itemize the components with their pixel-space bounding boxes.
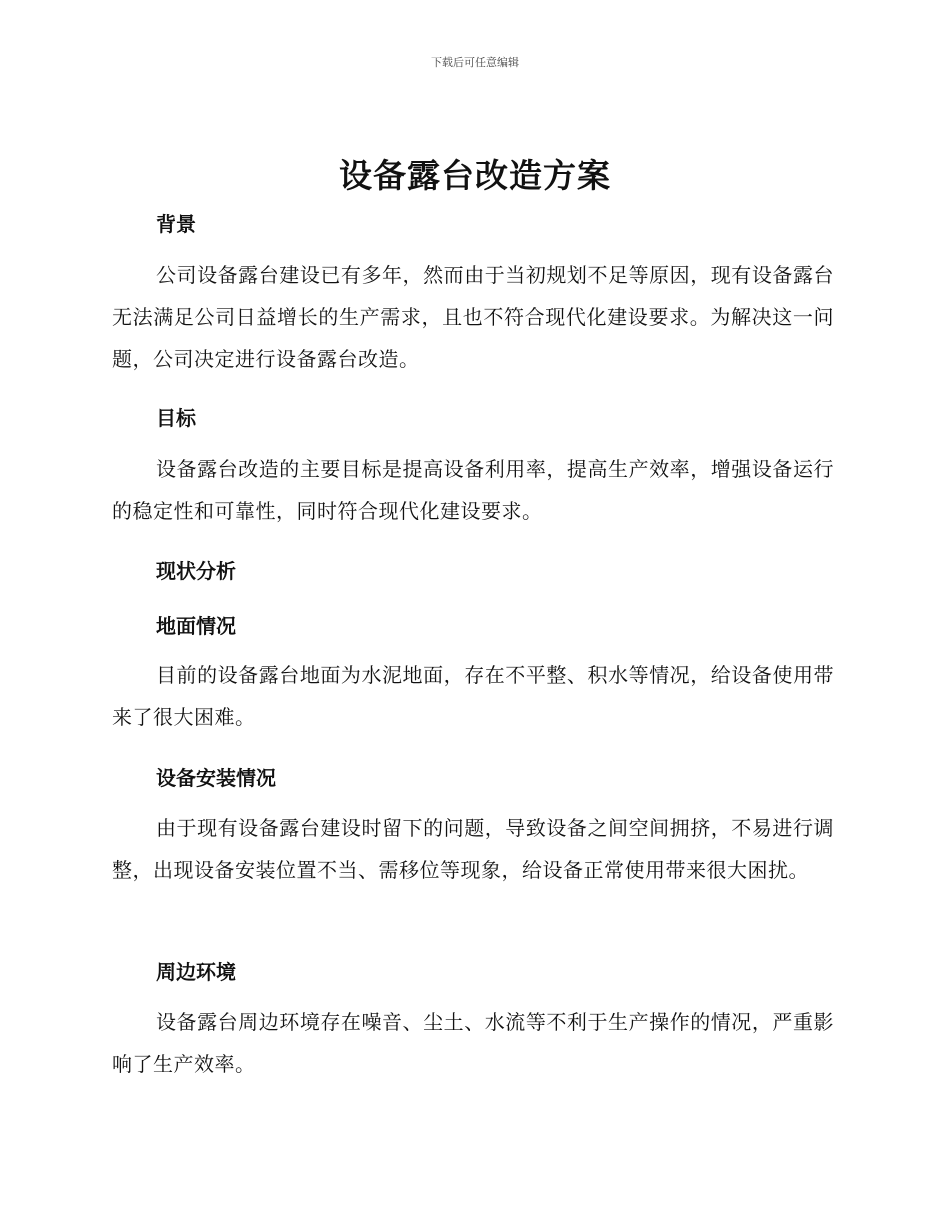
section-heading-background: 背景	[156, 212, 196, 236]
section-heading-goal: 目标	[156, 406, 196, 430]
section-heading-surroundings: 周边环境	[156, 960, 236, 984]
section-paragraph-ground: 目前的设备露台地面为水泥地面，存在不平整、积水等情况，给设备使用带来了很大困难。	[112, 663, 834, 729]
section-paragraph-equipment-install: 由于现有设备露台建设时留下的问题，导致设备之间空间拥挤，不易进行调整，出现设备安装位置不当、需移位等现象，给设备正常使用带来很大困扰。	[112, 816, 834, 882]
section-heading-ground: 地面情况	[156, 614, 236, 638]
section-paragraph-background: 公司设备露台建设已有多年，然而由于当初规划不足等原因，现有设备露台无法满足公司日益增长的生产需求，且也不符合现代化建设要求。为解决这一问题，公司决定进行设备露台改造。	[112, 263, 834, 371]
document-title: 设备露台改造方案	[339, 156, 611, 195]
section-heading-status-analysis: 现状分析	[156, 559, 236, 583]
header-watermark: 下载后可任意编辑	[431, 56, 519, 69]
section-paragraph-goal: 设备露台改造的主要目标是提高设备利用率，提高生产效率，增强设备运行的稳定性和可靠性，同时符合现代化建设要求。	[112, 457, 834, 523]
section-heading-equipment-install: 设备安装情况	[156, 766, 276, 790]
section-paragraph-surroundings: 设备露台周边环境存在噪音、尘土、水流等不利于生产操作的情况，严重影响了生产效率。	[112, 1010, 834, 1076]
